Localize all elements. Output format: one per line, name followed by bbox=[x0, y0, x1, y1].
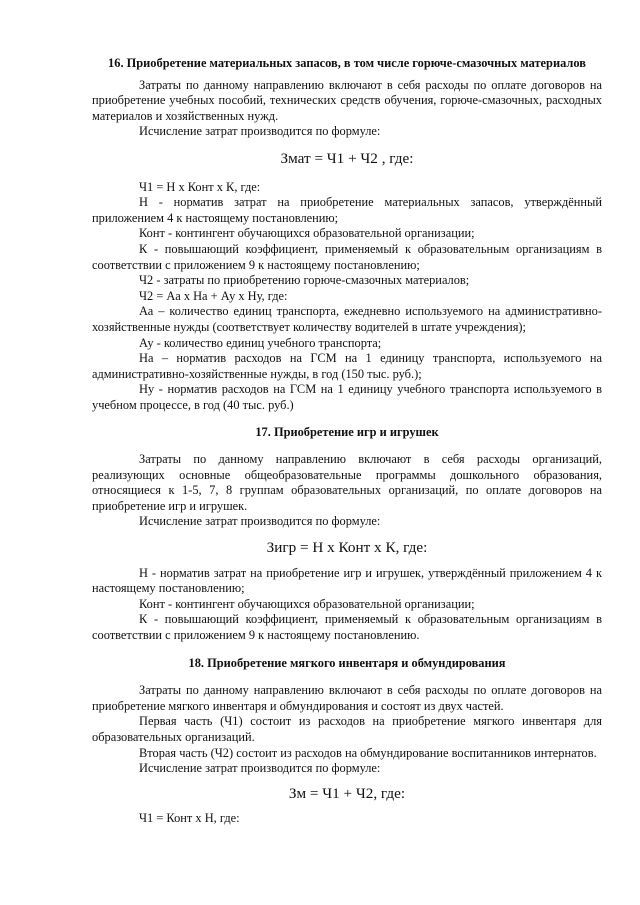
section-intro: Затраты по данному направлению включают в себя расходы по оплате договоров на приобретение учебных пособий, технических средств обучения, горюче-смазочных, расходных материалов и хозяйственных нужд. bbox=[92, 77, 602, 123]
formula: Зигр = Н х Конт х К, где: bbox=[266, 539, 428, 557]
definition-line: Н - норматив затрат на приобретение материальных запасов, утверждённый приложением 4 к настоящему постановлению; bbox=[92, 195, 602, 225]
section-17 bbox=[92, 425, 602, 643]
document-page bbox=[92, 56, 602, 827]
definition-line: Н - норматив затрат на приобретение игр и игрушек, утверждённый приложением 4 к настоящему постановлению; bbox=[92, 565, 602, 596]
definition-line: Аа – количество единиц транспорта, ежедневно используемого на административно-хозяйственные нужды (соответствует количеству водителей в штате учреждения); bbox=[92, 304, 602, 334]
formula: Змат = Ч1 + Ч2 , где: bbox=[280, 149, 414, 167]
definition-line: К - повышающий коэффициент, применяемый к образовательным организациям в соответствии с приложением 9 к настоящему постановлению. bbox=[92, 612, 602, 642]
calc-label: Исчисление затрат производится по формуле: bbox=[139, 761, 381, 776]
definition-line: Ч2 - затраты по приобретению горюче-смазочных материалов; bbox=[139, 273, 470, 288]
part-description: Вторая часть (Ч2) состоит из расходов на обмундирование воспитанников интернатов. bbox=[139, 745, 597, 760]
calc-label: Исчисление затрат производится по формуле: bbox=[139, 514, 381, 529]
section-intro: Затраты по данному направлению включают в себя расходы по оплате договоров на приобретение мягкого инвентаря и обмундирования и состоят из двух частей. bbox=[92, 683, 602, 713]
definition-line: Ау - количество единиц учебного транспорта; bbox=[139, 335, 382, 350]
section-heading: 17. Приобретение игр и игрушек bbox=[255, 425, 439, 440]
definition-line: Ч1 = Н х Конт х К, где: bbox=[139, 179, 261, 194]
section-18 bbox=[92, 656, 602, 827]
definition-line: Конт - контингент обучающихся образовательной организации; bbox=[139, 596, 475, 611]
formula: Зм = Ч1 + Ч2, где: bbox=[288, 784, 406, 802]
definition-line: Ч2 = Аа х На + Ау х Ну, где: bbox=[139, 288, 288, 303]
section-16 bbox=[92, 56, 602, 413]
part-description: Первая часть (Ч1) состоит из расходов на приобретение мягкого инвентаря для образовательных организаций. bbox=[92, 714, 602, 744]
section-heading: 16. Приобретение материальных запасов, в том числе горюче-смазочных материалов bbox=[108, 56, 586, 70]
section-heading: 18. Приобретение мягкого инвентаря и обмундирования bbox=[188, 655, 506, 670]
definition-line: Ну - норматив расходов на ГСМ на 1 единицу учебного транспорта используемого в учебном процессе, в год (40 тыс. руб.) bbox=[92, 382, 602, 412]
definition-line: К - повышающий коэффициент, применяемый к образовательным организациям в соответствии с приложением 9 к настоящему постановлению; bbox=[92, 241, 602, 272]
section-intro: Затраты по данному направлению включают в себя расходы организаций, реализующих основные общеобразовательные программы дошкольного образования, относящиеся к 1-5, 7, 8 группам образовательных организаций, по оплате договоров на приобретение игр и игрушек. bbox=[92, 452, 602, 513]
calc-label: Исчисление затрат производится по формуле: bbox=[139, 124, 381, 139]
definition-line: Ч1 = Конт х Н, где: bbox=[139, 811, 240, 826]
definition-line: На – норматив расходов на ГСМ на 1 единицу транспорта, используемого на административно-хозяйственные нужды, в год (150 тыс. руб.); bbox=[92, 351, 602, 381]
definition-line: Конт - контингент обучающихся образовательной организации; bbox=[139, 226, 475, 241]
